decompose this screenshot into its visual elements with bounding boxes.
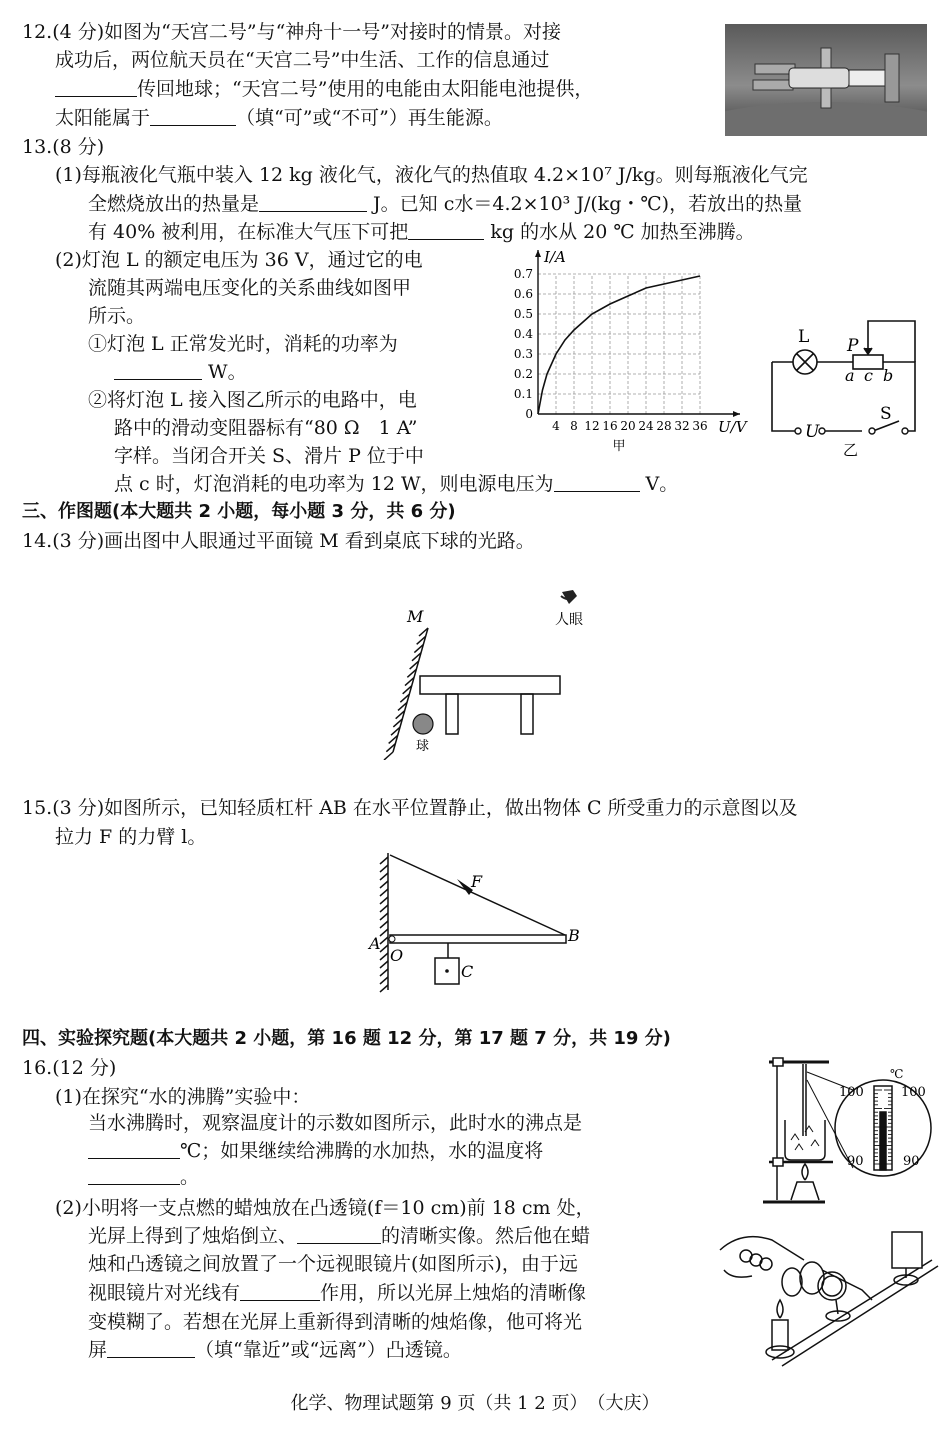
section4-title: 四、实验探究题(本大题共 2 小题，第 16 题 12 分，第 17 题 7 分，共 19 分) <box>22 1028 671 1049</box>
y-tick-label: 0.3 <box>513 347 533 361</box>
q16-p2-line4: 视眼镜片对光线有 作用，所以光屏上烛焰的清晰像 <box>88 1282 587 1304</box>
q13-p2-line7: 路中的滑动变阻器标有“80 Ω 1 A” <box>114 417 418 439</box>
q16-head: 16.(12 分) <box>22 1057 117 1079</box>
label-U: U <box>805 422 820 442</box>
y-tick-label: 0.4 <box>513 327 533 341</box>
answer-blank[interactable] <box>554 473 640 492</box>
q15-line2: 拉力 F 的力臂 l。 <box>55 826 207 848</box>
label-c: c <box>864 366 873 385</box>
q13-p1-line2: 全燃烧放出的热量是 J。已知 c水＝4.2×10³ J/(kg・℃)，若放出的热量 <box>88 193 803 215</box>
eye-label: 人眼 <box>555 612 583 628</box>
x-tick-label: 28 <box>656 419 672 433</box>
label-C: C <box>461 962 474 981</box>
label-S: S <box>880 404 892 424</box>
x-axis-label: U/V <box>718 418 747 436</box>
q16-p2-line5: 变模糊了。若想在光屏上重新得到清晰的烛焰像，他可将光 <box>88 1311 583 1333</box>
x-tick-label: 20 <box>620 419 636 433</box>
ball-icon <box>413 714 433 734</box>
lever-AB <box>390 935 566 943</box>
mercury-column <box>880 1112 886 1170</box>
eye-icon <box>561 590 577 604</box>
thermo-90-left: 90 <box>847 1154 864 1169</box>
label-B: B <box>568 926 580 945</box>
q16-p1-line1: (1)在探究“水的沸腾”实验中： <box>55 1086 311 1108</box>
y-axis-arrow <box>535 250 541 257</box>
label-F: F <box>471 872 483 891</box>
thermo-100-left: 100 <box>839 1085 864 1100</box>
answer-blank[interactable] <box>150 107 236 126</box>
x-axis-arrow <box>733 411 740 417</box>
rope <box>390 855 565 935</box>
boiling-apparatus <box>755 1050 935 1210</box>
q13-head: 13.(8 分) <box>22 136 105 158</box>
q13-p2-line1: (2)灯泡 L 的额定电压为 36 V，通过它的电 <box>55 249 423 271</box>
q13-p2-line8: 字样。当闭合开关 S、滑片 P 位于中 <box>114 445 424 467</box>
label-A: A <box>369 934 381 953</box>
y-tick-label: 0.6 <box>513 287 533 301</box>
thermo-100-right: 100 <box>901 1085 926 1100</box>
iu-chart <box>500 244 760 460</box>
answer-blank[interactable] <box>297 1225 381 1244</box>
thermo-unit: ℃ <box>890 1067 904 1081</box>
origin-label: 0 <box>525 407 533 421</box>
space-station-photo <box>725 24 927 136</box>
circuit-caption: 乙 <box>843 441 859 459</box>
ball-label: 球 <box>416 739 430 754</box>
circuit-diagram <box>765 315 935 460</box>
q12-line4: 太阳能属于 （填“可”或“不可”）再生能源。 <box>55 107 503 129</box>
flame <box>802 1164 808 1180</box>
label-L: L <box>798 327 810 347</box>
table-leg-right <box>521 694 533 734</box>
q14-text: 14.(3 分)画出图中人眼通过平面镜 M 看到桌底下球的光路。 <box>22 530 535 552</box>
y-tick-label: 0.2 <box>513 367 533 381</box>
q12-line1: 12.(4 分)如图为“天宫二号”与“神舟十一号”对接时的情景。对接 <box>22 21 562 43</box>
answer-blank[interactable] <box>114 361 202 380</box>
wire-left <box>772 362 795 431</box>
q16-p2-line2: 光屏上得到了烛焰倒立、 的清晰实像。然后他在蜡 <box>88 1225 591 1247</box>
label-P: P <box>847 336 859 356</box>
burner <box>791 1182 819 1200</box>
thermo-90-right: 90 <box>903 1154 920 1169</box>
light-screen <box>892 1232 922 1268</box>
q13-p2-line9: 点 c 时，灯泡消耗的电功率为 12 W，则电源电压为 V。 <box>114 473 679 495</box>
q16-p1-line4: 。 <box>88 1165 199 1189</box>
x-tick-label: 16 <box>602 419 618 433</box>
q13-p2-line3: 所示。 <box>88 305 146 327</box>
chart-caption: 甲 <box>612 439 626 454</box>
label-b: b <box>883 366 894 385</box>
answer-blank[interactable] <box>88 1166 180 1185</box>
iu-curve <box>538 276 700 414</box>
q16-p1-line3: ℃；如果继续给沸腾的水加热，水的温度将 <box>88 1139 543 1163</box>
q13-p1-line1: (1)每瓶液化气瓶中装入 12 kg 液化气，液化气的热值取 4.2×10⁷ J/kg。则每瓶液化气完 <box>55 164 808 186</box>
y-axis-label: I/A <box>544 248 566 266</box>
answer-blank[interactable] <box>55 78 137 97</box>
q12-line3: 传回地球；“天宫二号”使用的电能由太阳能电池提供， <box>55 77 593 101</box>
q13-p1-line3: 有 40% 被利用，在标准大气压下可把 kg 的水从 20 ℃ 加热至沸腾。 <box>88 221 755 243</box>
q13-p2-line2: 流随其两端电压变化的关系曲线如图甲 <box>88 277 412 299</box>
x-tick-label: 36 <box>692 419 708 433</box>
answer-blank[interactable] <box>88 1140 180 1159</box>
q16-p2-line6: 屏 （填“靠近”或“远离”）凸透镜。 <box>88 1339 462 1361</box>
lens-setup <box>712 1220 940 1370</box>
q13-p2-line6: ②将灯泡 L 接入图乙所示的电路中，电 <box>88 389 417 411</box>
q13-p2-line5: W。 <box>114 360 247 384</box>
x-tick-label: 24 <box>638 419 654 433</box>
answer-blank[interactable] <box>259 193 367 212</box>
hand <box>720 1237 804 1260</box>
label-a: a <box>845 366 855 385</box>
answer-blank[interactable] <box>240 1282 320 1301</box>
y-tick-label: 0.5 <box>513 307 533 321</box>
mirror-table-diagram <box>355 580 605 760</box>
answer-blank[interactable] <box>408 221 484 240</box>
q16-p2-line1: (2)小明将一支点燃的蜡烛放在凸透镜(f＝10 cm)前 18 cm 处， <box>55 1197 595 1219</box>
mirror-label-M: M <box>407 607 424 626</box>
x-tick-label: 4 <box>552 419 560 433</box>
label-O: O <box>390 946 404 965</box>
x-tick-label: 8 <box>570 419 578 433</box>
table-top <box>420 676 560 694</box>
candle-flame <box>777 1300 783 1318</box>
x-tick-label: 12 <box>584 419 600 433</box>
q16-p1-line2: 当水沸腾时，观察温度计的示数如图所示，此时水的沸点是 <box>88 1112 583 1134</box>
x-tick-label: 32 <box>674 419 690 433</box>
q16-p2-line3: 烛和凸透镜之间放置了一个远视眼镜片(如图所示)，由于远 <box>88 1253 578 1275</box>
y-tick-label: 0.1 <box>513 387 533 401</box>
page-footer: 化学、物理试题第 9 页（共 1 2 页） （大庆） <box>290 1393 660 1414</box>
q13-p2-line4: ①灯泡 L 正常发光时，消耗的功率为 <box>88 333 398 355</box>
y-tick-label: 0.7 <box>513 267 533 281</box>
lever-diagram <box>355 845 605 995</box>
answer-blank[interactable] <box>107 1339 195 1358</box>
section3-title: 三、作图题(本大题共 2 小题，每小题 3 分，共 6 分) <box>22 501 456 522</box>
q15-line1: 15.(3 分)如图所示，已知轻质杠杆 AB 在水平位置静止，做出物体 C 所受重力的示意图以及 <box>22 797 798 819</box>
table-leg-left <box>446 694 458 734</box>
iu-chart-svg <box>500 244 760 460</box>
q12-line2: 成功后，两位航天员在“天宫二号”中生活、工作的信息通过 <box>55 49 550 71</box>
